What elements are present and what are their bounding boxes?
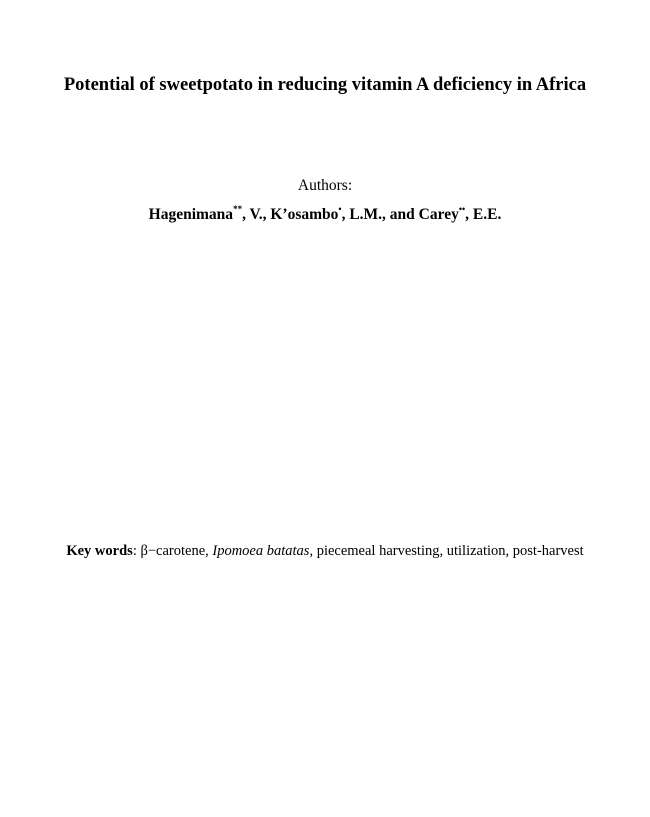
author-initials: , V., [242, 206, 271, 223]
keywords-comma: , [205, 543, 213, 559]
keywords-label: Key words [66, 543, 133, 559]
keyword-species-name: Ipomoea batatas [212, 543, 310, 559]
authors-line [0, 204, 650, 226]
author-name: K’osambo [270, 206, 339, 223]
keywords-separator: : [132, 543, 141, 559]
author-name: Hagenimana [148, 206, 234, 223]
author-affiliation-mark: •• [458, 203, 466, 214]
author-affiliation-mark: ** [233, 203, 243, 214]
keyword-beta-carotene: β−carotene [140, 543, 206, 559]
author-initials: , E.E. [465, 206, 502, 223]
keywords-line [0, 541, 650, 561]
keywords-remaining: , piecemeal harvesting, utilization, post-harvest [309, 543, 584, 559]
authors-heading: Authors: [297, 177, 353, 194]
document-title: Potential of sweetpotato in reducing vitamin A deficiency in Africa [63, 75, 587, 95]
author-name: Carey [418, 206, 459, 223]
author-affiliation-mark: • [338, 203, 342, 214]
author-initials: , L.M., and [341, 206, 419, 223]
